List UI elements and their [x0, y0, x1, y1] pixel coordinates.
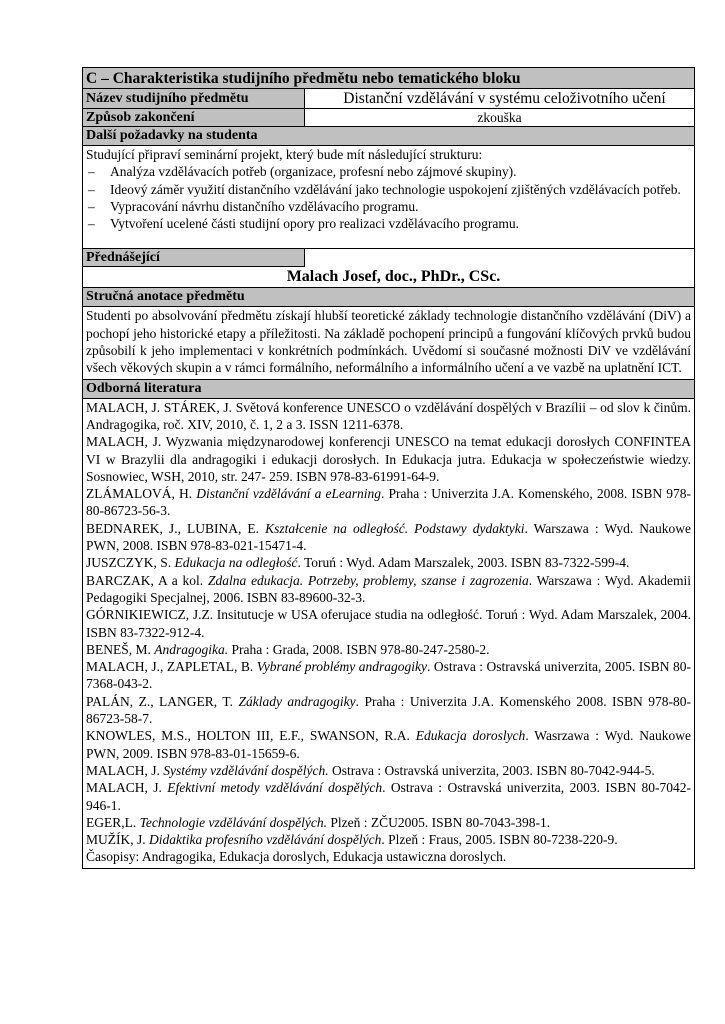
list-item: – Ideový záměr využití distančního vzdělávání jako technologie uspokojení zjištěných vzdělávacích potřeb.: [86, 181, 691, 198]
course-name-row: [83, 89, 694, 109]
literature-entry-title: Edukacja na odległość: [174, 555, 298, 571]
literature-entry-title: Didaktika profesního vzdělávání dospělých: [149, 832, 382, 848]
literature-entry-text: . Warszawa : Wyd. Naukowe PWN, 2008. ISBN 978-83-021-15471-4.: [86, 520, 692, 554]
requirements-list: [86, 163, 691, 232]
literature-entry-text: PALÁN, Z., LANGER, T.: [86, 693, 239, 709]
completion-row: [83, 109, 694, 127]
literature-entry-text: . Plzeň : Fraus, 2005. ISBN 80-7238-220-9.: [381, 832, 618, 848]
literature-entry-text: EGER,L.: [86, 814, 140, 830]
list-item: – Analýza vzdělávacích potřeb (organizace, profesní nebo zájmové skupiny).: [86, 163, 691, 180]
literature-entry-text: JUSZCZYK, S.: [86, 555, 175, 571]
list-item: – Vypracování návrhu distančního vzdělávacího programu.: [86, 198, 691, 215]
literature-entry-text: . Wasrzawa : Wyd. Naukowe PWN, 2009. ISBN 978-83-01-15659-6.: [86, 728, 691, 761]
literature-entry: [86, 693, 691, 728]
requirements-body: [83, 146, 694, 248]
requirements-row: [83, 127, 694, 249]
literature-entry: [86, 727, 691, 762]
literature-entry-title: Distanční vzdělávání a eLearning: [196, 486, 382, 502]
annotation-text: Studenti po absolvování předmětu získají hlubší teoretické základy technologie distančního vzdělávání (DiV) a pochopí jeho historické etapy a příležitosti. Na základě pochopení principů a fungování klíčových prvků budou způsobilí k jeho implementaci v konkrétních podmínkách. Uvědomí si současné možnosti DiV ve vzdělávání všech věkových skupin a v rámci formálního, neformálního a informálního učení a ve vazbě na uplatnění ICT.: [86, 308, 691, 376]
literature-entry: [86, 779, 691, 814]
literature-entry-text: . Praha : Univerzita J.A. Komenského 2008. ISBN 978-80-86723-58-7.: [86, 693, 691, 727]
literature-entry-text: Praha : Grada, 2008. ISBN 978-80-247-2580-2.: [228, 641, 490, 657]
annotation-label: Stručná anotace předmětu: [83, 288, 694, 307]
course-name-label: Název studijního předmětu: [83, 89, 305, 108]
literature-entry-text: MALACH, J.: [86, 762, 164, 778]
section-title: C – Charakteristika studijního předmětu nebo tematického bloku: [83, 68, 694, 89]
literature-entry-text: BENEŠ, M.: [86, 641, 155, 657]
literature-entry-title: Vybrané problémy andragogiky: [256, 659, 427, 675]
literature-entry-title: Základy andragogiky: [238, 693, 356, 709]
literature-entry-text: BARCZAK, A a kol.: [86, 572, 208, 588]
literature-entry-text: Plzeň : ZČU2005. ISBN 80-7043-398-1.: [326, 814, 551, 830]
literature-entry-title: Efektivní metody vzdělávání dospělých: [167, 780, 383, 796]
literature-entry-text: MALACH, J., ZAPLETAL, B.: [86, 659, 257, 675]
requirements-intro: Studující připraví seminární projekt, který bude mít následující strukturu:: [86, 147, 483, 162]
literature-entry-text: . Warszawa : Wyd. Akademii Pedagogiki Specjalnej, 2006. ISBN 83-89600-32-3.: [86, 572, 691, 605]
literature-entry-text: . Toruń : Wyd. Adam Marszalek, 2003. ISBN 83-7322-599-4.: [297, 555, 630, 571]
lecturer-label: Přednášející: [83, 249, 305, 267]
completion-value: zkouška: [477, 110, 522, 125]
requirements-label: Další požadavky na studenta: [83, 127, 694, 145]
literature-entry: [86, 433, 691, 485]
literature-entry: [86, 520, 691, 555]
literature-entry-text: MALACH, J. STÁREK, J. Světová konference UNESCO o vzdělávání dospělých v Brazílii – od slov k činům. Andragogika, roč. XIV, 2010, č. 1, 2 a 3. ISSN 1211-6378.: [86, 399, 691, 432]
literature-entry-title: Technologie vzdělávání dospělých.: [139, 814, 327, 830]
completion-label: Způsob zakončení: [83, 109, 305, 126]
literature-entry-title: Zdalna edukacja. Potrzeby, problemy, szanse i zagrozenia: [208, 572, 529, 588]
lecturer-row: [83, 249, 694, 288]
lecturer-name: Malach Josef, doc., PhDr., CSc.: [286, 268, 501, 286]
literature-entry: [86, 572, 691, 607]
literature-label: Odborná literatura: [83, 380, 694, 399]
literature-entry: [86, 554, 691, 571]
literature-entry-text: MALACH, J. Wyzwania międzynarodowej konferencji UNESCO na temat edukacji dorosłych CONFINTEA VI w Brazylii dla andragogiki i edukacji dorosłych. In Edukacja jutra. Edukacja w społeczeństwie wiedzy. Sosnowiec, WSH, 2010, str. 247- 259. ISBN 978-83-61991-64-9.: [86, 434, 691, 484]
literature-entry-text: . Ostrava : Ostravská univerzita, 2005. ISBN 80-7368-043-2.: [86, 659, 691, 692]
literature-entry-title: Kształcenie na odległość. Podstawy dydaktyki: [265, 520, 525, 536]
literature-entry: [86, 658, 691, 693]
literature-list: [83, 399, 694, 868]
course-characteristics-table: [82, 67, 695, 869]
literature-entry: [86, 831, 691, 848]
literature-entry: [86, 606, 691, 641]
literature-row: [83, 380, 694, 868]
literature-entry: [86, 848, 691, 865]
course-name-value: Distanční vzdělávání v systému celoživotního učení: [343, 90, 666, 107]
literature-entry-text: Ostrava : Ostravská univerzita, 2003. ISBN 80-7042-944-5.: [328, 762, 655, 778]
literature-entry-text: ZLÁMALOVÁ, H.: [86, 486, 197, 502]
literature-entry-text: GÓRNIKIEWICZ, J.Z. Insitutucje w USA oferujace studia na odległość. Toruń : Wyd. Adam Marszalek, 2004. ISBN 83-7322-912-4.: [86, 607, 691, 640]
literature-entry-text: . Ostrava : Ostravská univerzita, 2003. ISBN 80-7042-946-1.: [86, 780, 691, 813]
annotation-row: [83, 288, 694, 379]
literature-entry-text: MUŽÍK, J.: [86, 832, 149, 848]
literature-entry: [86, 814, 691, 831]
literature-entry-title: Andragogika.: [154, 641, 229, 657]
literature-entry-title: Edukacja doroslych: [415, 728, 526, 744]
literature-entry-text: Časopisy: Andragogika, Edukacja doroslych, Edukacja ustawiczna doroslych.: [86, 849, 507, 865]
list-item: – Vytvoření ucelené části studijní opory pro realizaci vzdělávacího programu.: [86, 215, 691, 232]
literature-entry-text: MALACH, J.: [86, 780, 168, 796]
literature-entry: [86, 762, 691, 779]
literature-entry: [86, 641, 691, 658]
literature-entry-text: KNOWLES, M.S., HOLTON III, E.F., SWANSON, R.A.: [86, 728, 416, 744]
literature-entry: [86, 399, 691, 434]
literature-entry: [86, 485, 691, 520]
literature-entry-text: . Praha : Univerzita J.A. Komenského, 2008. ISBN 978-80-86723-56-3.: [86, 486, 691, 519]
literature-entry-text: BEDNAREK, J., LUBINA, E.: [86, 520, 266, 536]
literature-entry-title: Systémy vzdělávání dospělých.: [163, 762, 329, 778]
